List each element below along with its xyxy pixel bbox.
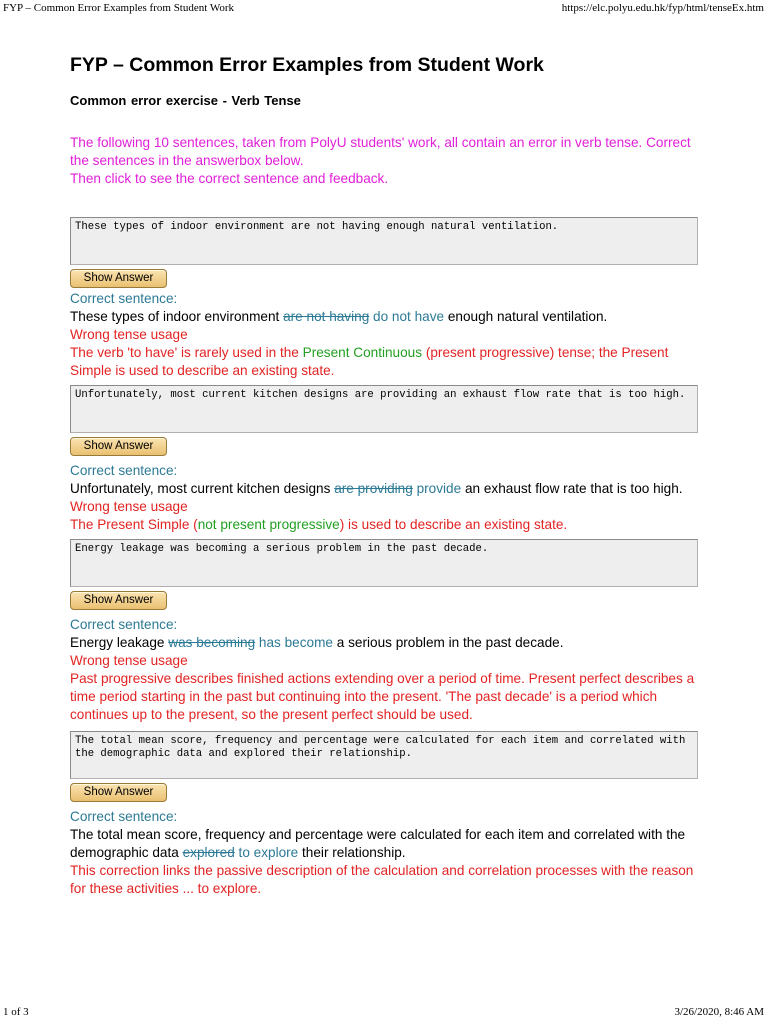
feedback-text-end: ) is used to describe an existing state. (339, 517, 568, 532)
feedback-text: The verb 'to have' is rarely used in the (70, 345, 303, 360)
feedback-highlight: Present Continuous (302, 345, 423, 360)
print-header-title: FYP – Common Error Examples from Student Work (3, 2, 235, 14)
print-datetime: 3/26/2020, 8:46 AM (674, 1006, 764, 1018)
wrong-tense-label: Wrong tense usage (70, 499, 188, 514)
correct-text-end: an exhaust flow rate that is too high. (461, 481, 683, 496)
answer-feedback-4 (70, 808, 710, 898)
page-number: 1 of 3 (3, 1006, 29, 1018)
feedback-3: Past progressive describes finished actions extending over a period of time. Present perfect describes a time period starting in the past but continuing into the present. 'The past decade' is a period which continues up to the present, so the present perfect should be used. (70, 671, 695, 722)
correct-sentence-3 (70, 634, 710, 652)
correct-sentence-label: Correct sentence: (70, 809, 178, 824)
replacement-text: do not have (369, 309, 445, 324)
show-answer-button-3[interactable]: Show Answer (70, 591, 167, 610)
answerbox-3[interactable]: Energy leakage was becoming a serious problem in the past decade. (70, 539, 698, 587)
replacement-text: to explore (234, 845, 299, 860)
replacement-text: provide (412, 481, 462, 496)
feedback-text: The Present Simple ( (70, 517, 198, 532)
answerbox-2[interactable]: Unfortunately, most current kitchen designs are providing an exhaust flow rate that is too high. (70, 385, 698, 433)
struck-text: are providing (334, 481, 413, 496)
show-answer-button-4[interactable]: Show Answer (70, 783, 167, 802)
feedback-1 (70, 344, 710, 380)
correct-sentence-4 (70, 826, 710, 862)
wrong-tense-label: Wrong tense usage (70, 327, 188, 342)
answerbox-4[interactable]: The total mean score, frequency and percentage were calculated for each item and correlated with the demographic data and explored their relationship. (70, 731, 698, 779)
correct-sentence-2 (70, 480, 710, 498)
print-header (0, 2, 768, 16)
print-footer (0, 1006, 768, 1020)
answerbox-1[interactable]: These types of indoor environment are not having enough natural ventilation. (70, 217, 698, 265)
correct-sentence-label: Correct sentence: (70, 291, 178, 306)
main-content (70, 52, 710, 898)
correct-text: Unfortunately, most current kitchen designs (70, 481, 335, 496)
correct-sentence-label: Correct sentence: (70, 463, 178, 478)
struck-text: are not having (283, 309, 370, 324)
correct-sentence-label: Correct sentence: (70, 617, 178, 632)
wrong-tense-label: Wrong tense usage (70, 653, 188, 668)
feedback-text-end: (present progressive) tense; the Present Simple is used to describe an existing state. (70, 345, 669, 378)
struck-text: explored (182, 845, 235, 860)
correct-text: Energy leakage (70, 635, 169, 650)
answer-feedback-3 (70, 616, 710, 724)
correct-text-end: their relationship. (298, 845, 406, 860)
feedback-highlight: not present progressive (197, 517, 340, 532)
replacement-text: has become (255, 635, 333, 650)
show-answer-button-1[interactable]: Show Answer (70, 269, 167, 288)
feedback-4: This correction links the passive description of the calculation and correlation processes with the reason for these activities ... to explore. (70, 863, 694, 896)
feedback-2 (70, 516, 710, 534)
exercise-3 (70, 539, 710, 724)
show-answer-button-2[interactable]: Show Answer (70, 437, 167, 456)
print-header-url: https://elc.polyu.edu.hk/fyp/html/tenseEx.htm (561, 2, 764, 14)
exercise-subtitle: Common error exercise - Verb Tense (70, 93, 301, 108)
correct-text: These types of indoor environment (70, 309, 284, 324)
correct-text-end: a serious problem in the past decade. (333, 635, 564, 650)
correct-text: The total mean score, frequency and percentage were calculated for each item and correlated with the demographic data (70, 827, 686, 860)
page-title: FYP – Common Error Examples from Student Work (70, 54, 544, 76)
exercise-1 (70, 217, 710, 380)
intro-instructions (70, 134, 710, 188)
intro-line-1: The following 10 sentences, taken from PolyU students' work, all contain an error in verb tense. Correct the sentences in the answerbox below. (70, 135, 691, 168)
struck-text: was becoming (168, 635, 256, 650)
exercise-4 (70, 731, 710, 898)
exercise-2 (70, 385, 710, 534)
answer-feedback-1 (70, 290, 710, 380)
correct-text-end: enough natural ventilation. (444, 309, 608, 324)
correct-sentence-1 (70, 308, 710, 326)
answer-feedback-2 (70, 462, 710, 534)
intro-line-2: Then click to see the correct sentence and feedback. (70, 171, 389, 186)
